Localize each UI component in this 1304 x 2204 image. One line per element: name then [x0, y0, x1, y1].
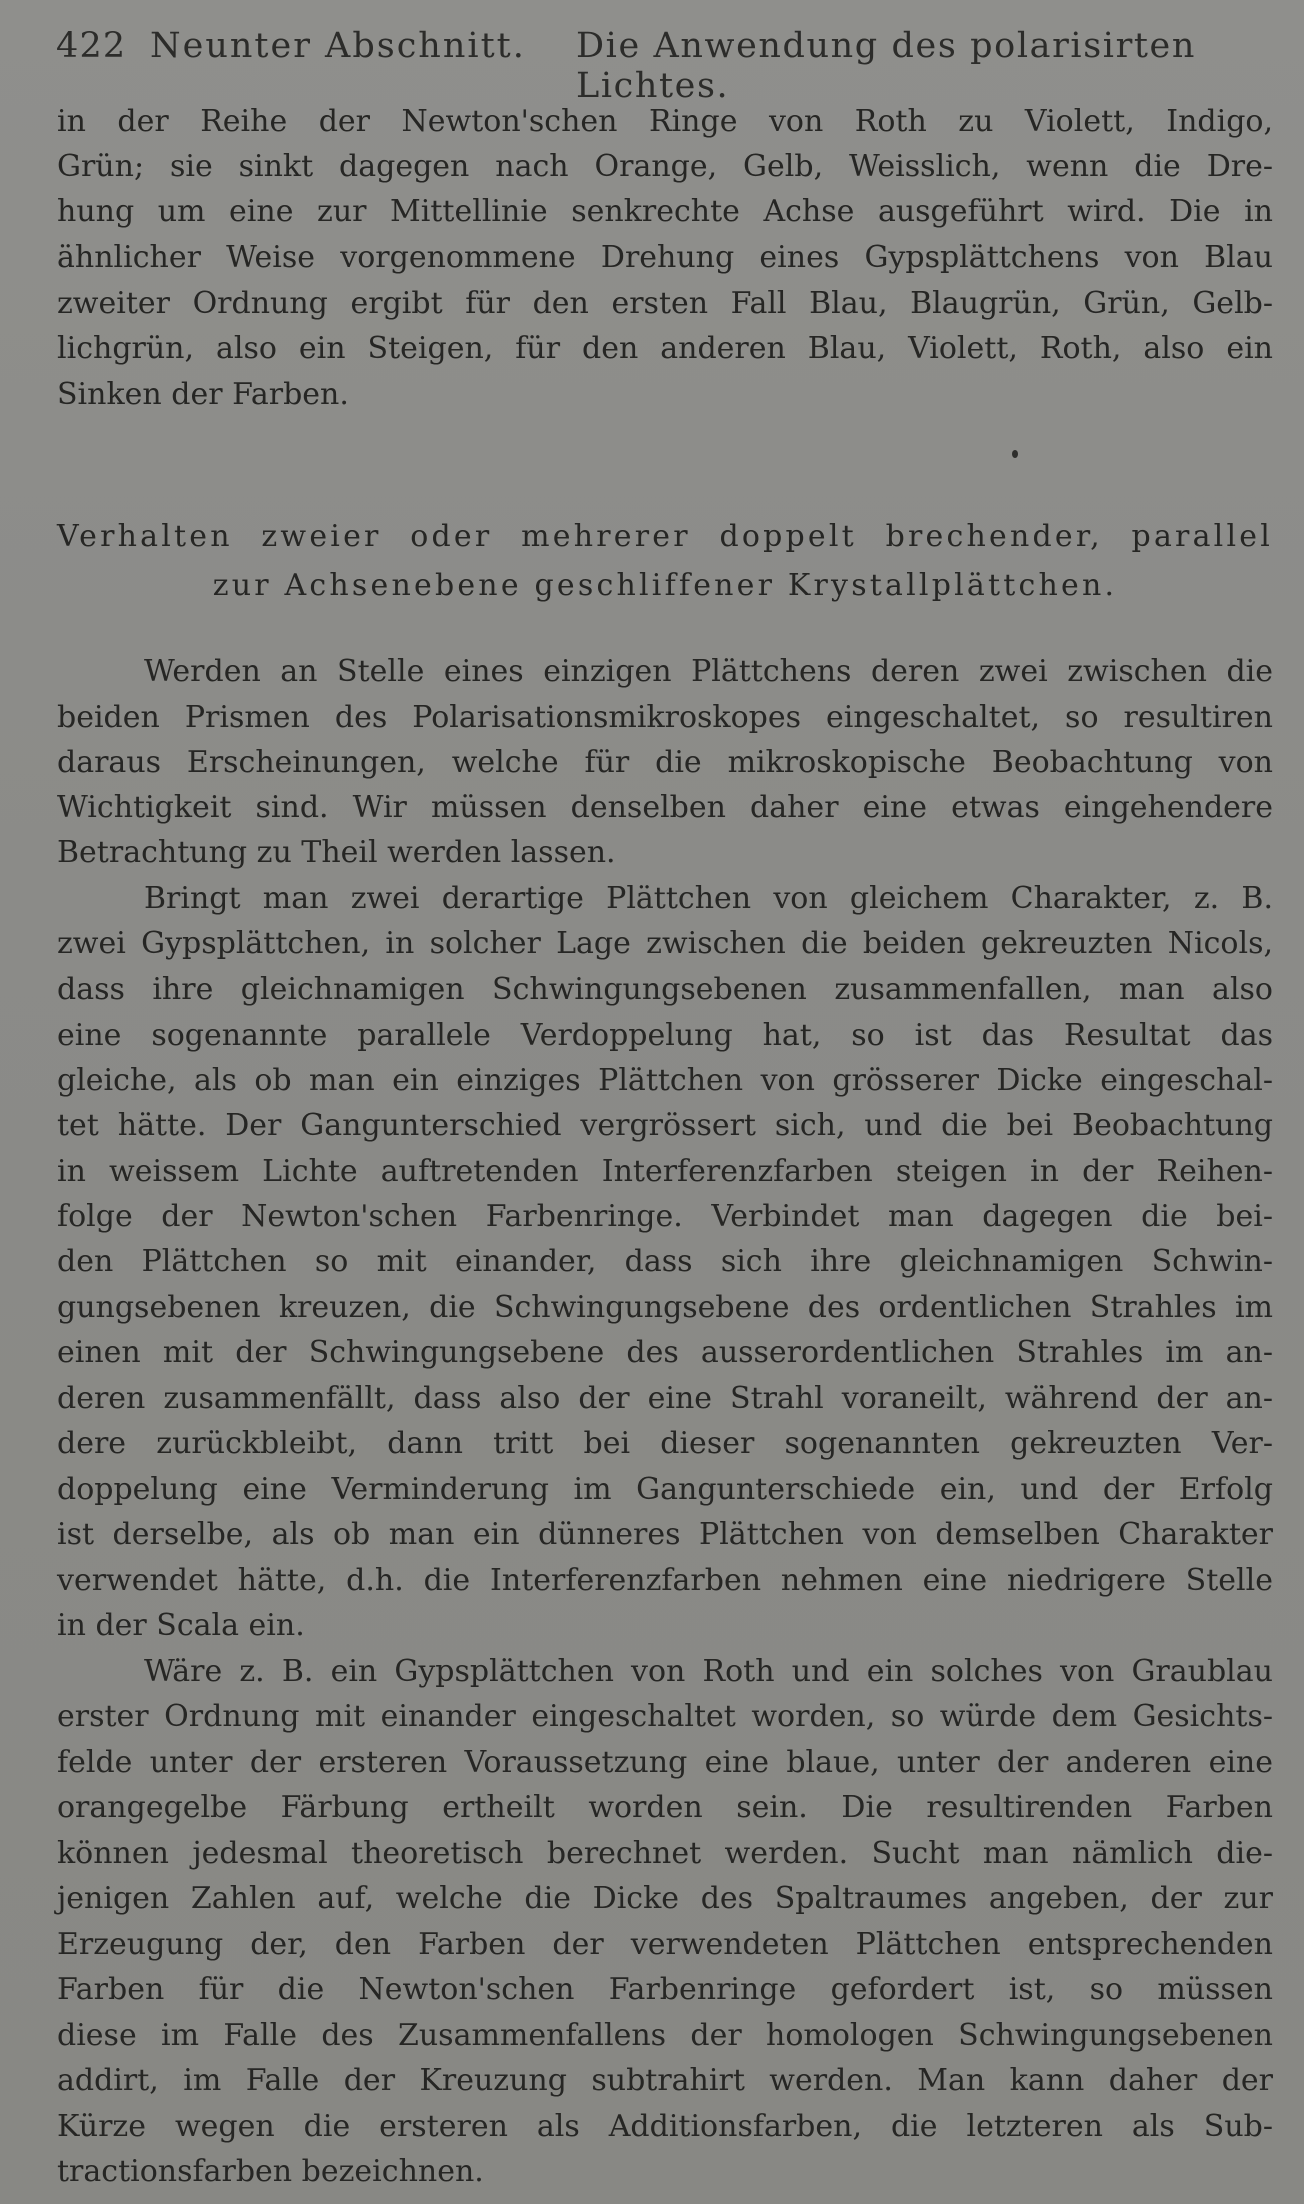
- text-line: daraus Erscheinungen, welche für die mikroskopische Beobachtung von: [57, 745, 1273, 780]
- text-line: deren zusammenfällt, dass also der eine Strahl voraneilt, während der an-: [57, 1381, 1273, 1416]
- text-line: beiden Prismen des Polarisationsmikroskopes eingeschaltet, so resultiren: [57, 700, 1273, 735]
- page-number: 422: [56, 26, 127, 66]
- text-line: diese im Falle des Zusammenfallens der homologen Schwingungsebenen: [57, 2018, 1273, 2053]
- text-line: eine sogenannte parallele Verdoppelung hat, so ist das Resultat das: [57, 1018, 1273, 1053]
- chapter-title: Die Anwendung des polarisirten Lichtes.: [576, 26, 1197, 106]
- text-line: ähnlicher Weise vorgenommene Drehung eines Gypsplättchens von Blau: [57, 240, 1273, 275]
- text-line: Werden an Stelle eines einzigen Plättchens deren zwei zwischen die: [144, 654, 1273, 689]
- text-line: Betrachtung zu Theil werden lassen.: [57, 835, 616, 870]
- text-line: Grün; sie sinkt dagegen nach Orange, Gelb, Weisslich, wenn die Dre-: [57, 149, 1273, 184]
- text-line: gungsebenen kreuzen, die Schwingungsebene des ordentlichen Strahles im: [57, 1290, 1273, 1325]
- heading-line: zur Achsenebene geschliffener Krystallplättchen.: [212, 568, 1118, 603]
- text-line: orangegelbe Färbung ertheilt worden sein. Die resultirenden Farben: [57, 1790, 1273, 1825]
- text-line: dere zurückbleibt, dann tritt bei dieser sogenannten gekreuzten Ver-: [57, 1426, 1273, 1461]
- text-line: Kürze wegen die ersteren als Additionsfarben, die letzteren als Sub-: [57, 2109, 1273, 2144]
- text-line: ist derselbe, als ob man ein dünneres Plättchen von demselben Charakter: [57, 1517, 1273, 1552]
- text-line: Wäre z. B. ein Gypsplättchen von Roth und ein solches von Graublau: [144, 1654, 1273, 1689]
- text-line: in weissem Lichte auftretenden Interferenzfarben steigen in der Reihen-: [57, 1154, 1273, 1189]
- text-line: erster Ordnung mit einander eingeschaltet worden, so würde dem Gesichts-: [57, 1699, 1273, 1734]
- text-line: in der Reihe der Newton'schen Ringe von Roth zu Violett, Indigo,: [57, 104, 1273, 139]
- text-line: gleiche, als ob man ein einziges Plättchen von grösserer Dicke eingeschal-: [57, 1063, 1273, 1098]
- text-line: den Plättchen so mit einander, dass sich ihre gleichnamigen Schwin-: [57, 1244, 1273, 1279]
- section-title: Neunter Abschnitt.: [150, 26, 526, 66]
- text-line: doppelung eine Verminderung im Gangunterschiede ein, und der Erfolg: [57, 1472, 1273, 1507]
- text-line: Farben für die Newton'schen Farbenringe gefordert ist, so müssen: [57, 1972, 1273, 2007]
- text-line: verwendet hätte, d.h. die Interferenzfarben nehmen eine niedrigere Stelle: [57, 1563, 1273, 1598]
- ink-speck: [1012, 450, 1018, 458]
- text-line: tractionsfarben bezeichnen.: [57, 2154, 484, 2189]
- text-line: Wichtigkeit sind. Wir müssen denselben daher eine etwas eingehendere: [57, 790, 1273, 825]
- text-line: Bringt man zwei derartige Plättchen von gleichem Charakter, z. B.: [144, 881, 1273, 916]
- heading-line: Verhalten zweier oder mehrerer doppelt brechender, parallel: [57, 519, 1273, 554]
- text-line: Sinken der Farben.: [57, 377, 349, 412]
- text-line: in der Scala ein.: [57, 1608, 305, 1643]
- text-line: addirt, im Falle der Kreuzung subtrahirt werden. Man kann daher der: [57, 2063, 1273, 2098]
- text-line: felde unter der ersteren Voraussetzung eine blaue, unter der anderen eine: [57, 1745, 1273, 1780]
- text-line: jenigen Zahlen auf, welche die Dicke des Spaltraumes angeben, der zur: [57, 1881, 1273, 1916]
- text-line: dass ihre gleichnamigen Schwingungsebenen zusammenfallen, man also: [57, 972, 1273, 1007]
- text-line: tet hätte. Der Gangunterschied vergrössert sich, und die bei Beobachtung: [57, 1108, 1273, 1143]
- text-line: Erzeugung der, den Farben der verwendeten Plättchen entsprechenden: [57, 1927, 1273, 1962]
- text-line: zwei Gypsplättchen, in solcher Lage zwischen die beiden gekreuzten Nicols,: [57, 926, 1273, 961]
- text-line: lichgrün, also ein Steigen, für den anderen Blau, Violett, Roth, also ein: [57, 331, 1273, 366]
- text-line: folge der Newton'schen Farbenringe. Verbindet man dagegen die bei-: [57, 1199, 1273, 1234]
- text-line: können jedesmal theoretisch berechnet werden. Sucht man nämlich die-: [57, 1836, 1273, 1871]
- text-line: einen mit der Schwingungsebene des ausserordentlichen Strahles im an-: [57, 1335, 1273, 1370]
- running-header: [56, 26, 1256, 106]
- text-line: zweiter Ordnung ergibt für den ersten Fall Blau, Blaugrün, Grün, Gelb-: [57, 286, 1273, 321]
- text-line: hung um eine zur Mittellinie senkrechte Achse ausgeführt wird. Die in: [57, 194, 1273, 229]
